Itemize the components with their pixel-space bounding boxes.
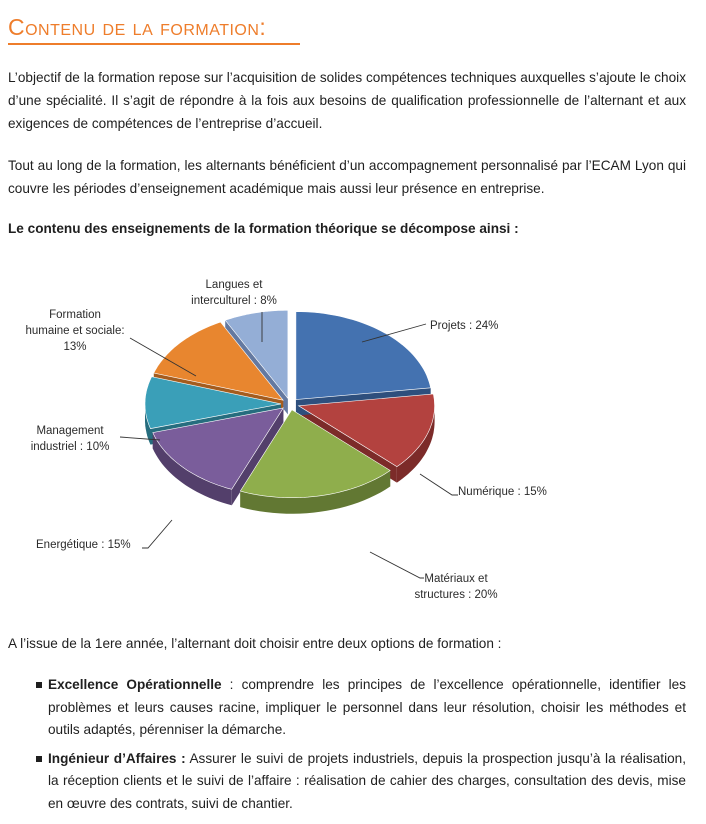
option-name: Ingénieur d’Affaires : [48,750,186,766]
option-separator: : [221,677,242,692]
pie-slice-label [430,320,498,332]
pie-leader-line [420,474,458,495]
option-item-excellence [36,674,686,742]
options-list [36,674,686,821]
pie-slice-label [31,425,110,453]
pie-slice-label-line: Numérique : 15% [458,486,547,498]
pie-slice-label [25,309,124,353]
option-item-affaires [36,748,686,816]
pie-slice-label-line: structures : 20% [414,589,498,601]
section-title: Contenu de la formation: [8,14,267,40]
objective-paragraph: L’objectif de la formation repose sur l’acquisition de solides compétences techniques auxquelles s’ajoute le choix d’une spécialité. Il s’agit de répondre à la fois aux besoins de qualification professionnelle de l’alternant et aux exigences de compétences de l’entreprise d’accueil. [8,70,686,131]
pie-leader-line [370,552,424,578]
pie-slice-label [414,573,497,601]
chart-lead-text: Le contenu des enseignements de la formation théorique se décompose ainsi : [8,221,519,236]
pie-slice-label-line: industriel : 10% [30,441,110,453]
pie-slice-label-line: Formation [49,309,101,321]
option-description: comprendre les principes de l’excellence opérationnelle, identifier les problèmes et leurs causes racine, impliquer le personnel dans leur résolution, choisir les méthodes et outils adaptés, pérenniser la démarche. [48,677,686,737]
pie-slice-label [36,539,131,551]
pie-slice-label [191,279,277,307]
pie-slice-label [458,486,547,498]
pie-slice-label-line: humaine et sociale: [25,325,125,337]
pie-slice-label-line: interculturel : 8% [191,295,277,307]
title-underline [8,43,300,45]
support-paragraph: Tout au long de la formation, les alternants bénéficient d’un accompagnement personnalisé par l’ECAM Lyon qui couvre les périodes d’enseignement académique mais aussi leur présence en entreprise. [8,158,686,196]
options-intro-text: A l’issue de la 1ere année, l’alternant doit choisir entre deux options de formation : [8,636,502,651]
bullet-square-icon [36,682,42,688]
pie-slice-label-line: Matériaux et [424,573,488,585]
pie-slice-label-line: 13% [63,341,87,353]
bullet-square-icon [36,756,42,762]
option-name: Excellence Opérationnelle [48,677,222,692]
pie-slice [296,312,431,400]
pie-slice-label-line: Management [36,425,104,437]
pie-slice-label-line: Langues et [205,279,263,291]
pie-slice-label-line: Projets : 24% [430,320,499,332]
pie-slice-label-line: Energétique : 15% [36,539,131,551]
pie-leader-line [142,520,172,548]
option-description: Assurer le suivi de projets industriels, depuis la prospection jusqu’à la réalisation, la réception clients et le suivi de l’affaire : réalisation de cahier des charges, consultation des devis, mise en œuvre des contrats, suivi de chantier. [48,750,686,811]
curriculum-pie-chart [0,262,706,618]
